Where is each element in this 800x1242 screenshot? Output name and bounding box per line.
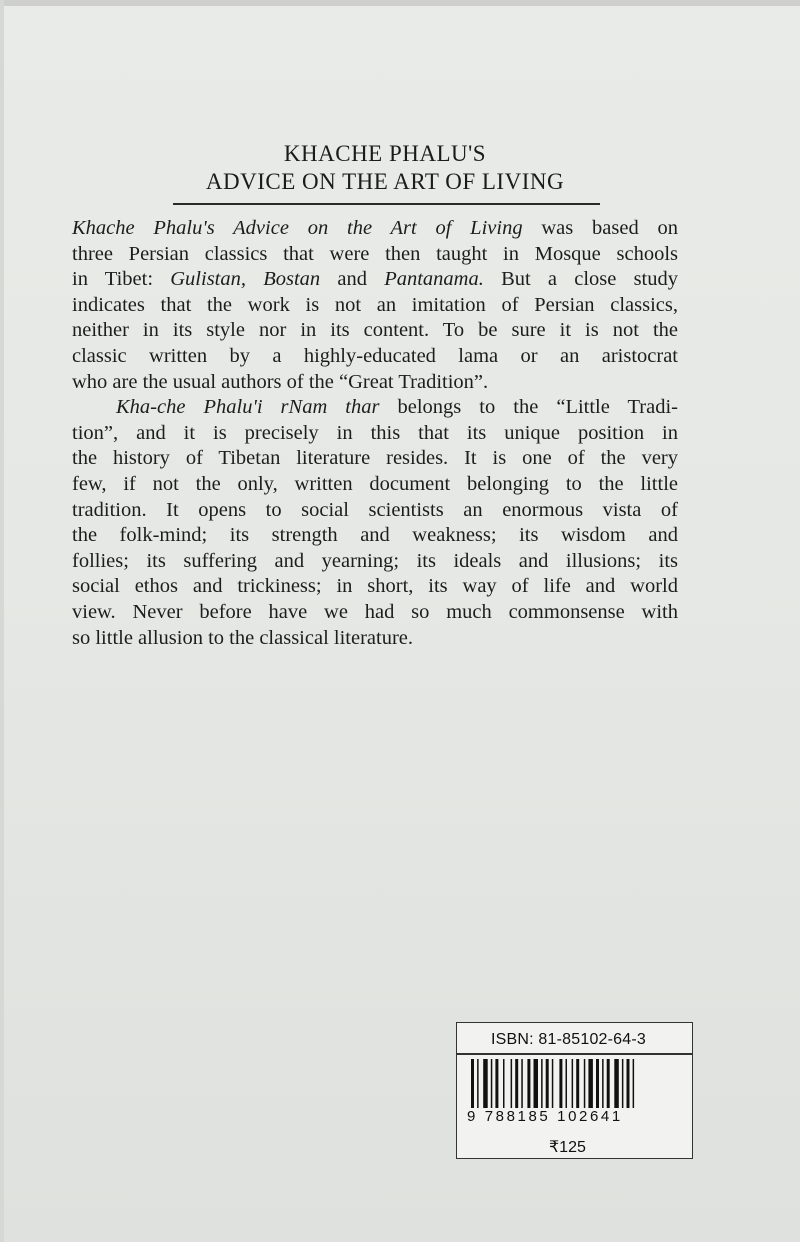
blurb-line: so little allusion to the classical literature.	[72, 626, 414, 649]
blurb-line: Khache Phalu's Advice on the Art of Living was based on	[72, 217, 678, 239]
blurb-line: social ethos and trickiness; in short, its way of life and world	[72, 575, 678, 598]
blurb-line: who are the usual authors of the “Great Tradition”.	[72, 370, 489, 393]
cover-top-edge	[0, 0, 800, 6]
title-underline	[173, 203, 600, 205]
blurb-line: the folk-mind; its strength and weakness; its wisdom and	[72, 524, 678, 547]
blurb-line: Kha-che Phalu'i rNam thar belongs to the “Little Tradi-	[116, 396, 678, 419]
blurb-line: the history of Tibetan literature resides. It is one of the very	[72, 447, 678, 470]
isbn-price-box	[456, 1022, 693, 1159]
barcode-digits: 9 788185 102641	[467, 1108, 679, 1125]
blurb-line: classic written by a highly-educated lama or an aristocrat	[72, 344, 678, 367]
blurb-line: few, if not the only, written document belonging to the little	[72, 472, 678, 495]
blurb-line: tion”, and it is precisely in this that its unique position in	[72, 421, 678, 444]
blurb-line: indicates that the work is not an imitation of Persian classics,	[72, 293, 678, 316]
blurb-line: tradition. It opens to social scientists an enormous vista of	[72, 498, 678, 521]
price: ₹125	[549, 1139, 586, 1156]
blurb-line: follies; its suffering and yearning; its ideals and illusions; its	[72, 549, 678, 572]
blurb-line: three Persian classics that were then taught in Mosque schools	[72, 242, 678, 265]
blurb-line: neither in its style nor in its content. To be sure it is not the	[72, 319, 678, 342]
isbn-divider	[457, 1053, 692, 1055]
blurb-text	[72, 216, 678, 651]
blurb-line: in Tibet: Gulistan, Bostan and Pantanama. But a close study	[72, 268, 679, 291]
blurb-line: view. Never before have we had so much commonsense with	[72, 600, 678, 623]
book-title	[0, 140, 770, 196]
title-line-1: KHACHE PHALU'S	[283, 141, 487, 166]
title-line-2: ADVICE ON THE ART OF LIVING	[205, 169, 565, 194]
isbn-label: ISBN: 81-85102-64-3	[491, 1031, 647, 1048]
